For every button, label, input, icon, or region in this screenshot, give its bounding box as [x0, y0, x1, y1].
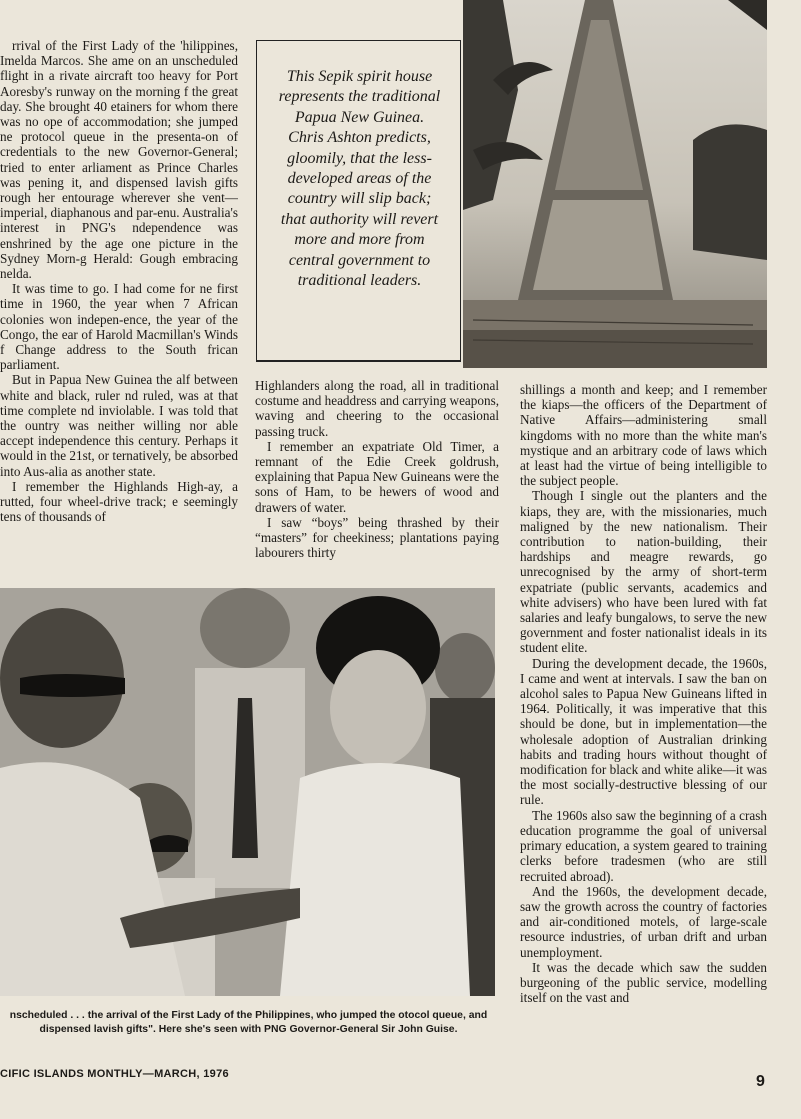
paragraph: The 1960s also saw the beginning of a crash education programme the goal of universal primary education, a system geared to training clerks before tradesmen (who are still recruited abroad).	[520, 807, 767, 884]
paragraph: I remember the Highlands High-ay, a rutted, four wheel-drive track; e seemingly tens of thousands of	[0, 478, 238, 525]
article-column-3	[520, 382, 767, 1062]
paragraph: shillings a month and keep; and I remember the kiaps—the officers of the Department of Native Affairs—administering small kingdoms with no more than the white man's mystique and an arbitrary code of laws which at least had the virtue of being intelligible to the subject people.	[520, 382, 767, 489]
paragraph: Though I single out the planters and the kiaps, they are, with the missionaries, much maligned by the new nationalism. Their contribution to nation-building, their hardships and meagre rewards, go unrecognised by the army of short-term expatriate (public servants, academics and white advisers) who have been lured with fat salaries and leafy bungalows, to serve the new government and foster nationalist ideals in its student elite.	[520, 488, 767, 656]
paragraph: It was the decade which saw the sudden burgeoning of the public service, modelling itself on the vast and	[520, 959, 767, 1006]
article-column-2	[255, 378, 499, 586]
photo-caption: nscheduled . . . the arrival of the First Lady of the Philippines, who jumped the otocol queue, and dispensed lavish gifts". Here she's seen with PNG Governor-General Sir John Guise.	[9, 1010, 488, 1036]
article-column-1	[0, 38, 238, 583]
paragraph: I remember an expatriate Old Timer, a remnant of the Edie Creek goldrush, explaining that Papua New Guineans were the sons of Ham, to be hewers of wood and drawers of water.	[255, 438, 499, 515]
paragraph: I saw “boys” being thrashed by their “masters” for cheekiness; plantations paying labourers thirty	[255, 514, 499, 561]
paragraph: It was time to go. I had come for ne first time in 1960, the year when 7 African colonies won indepen-ence, the year of the Congo, the ear of Harold Macmillan's Winds f Change address to the South frican parliament.	[0, 281, 238, 373]
marcos-guise-photo	[0, 588, 495, 996]
pull-quote-text: This Sepik spirit house represents the traditional Papua New Guinea. Chris Ashton predicts, gloomily, that the less-developed areas of the country will slip back; that authority will revert more and more from central government to traditional leaders.	[278, 68, 441, 290]
paragraph: During the development decade, the 1960s, I came and went at intervals. I saw the ban on alcohol sales to Papua New Guineans lifted in 1964. Politically, it was imperative that this should be done, but in implementation—the wholesale adoption of Australian drinking habits and trading hours without thought of modification for black and white alike—it was the most socially-destructive blessing of our rule.	[520, 655, 767, 808]
paragraph: Highlanders along the road, all in traditional costume and headdress and carrying weapons, waving and cheering to the occasional passing truck.	[255, 378, 499, 439]
pull-quote-box	[256, 40, 461, 362]
page-number: 9	[756, 1073, 765, 1090]
paragraph: And the 1960s, the development decade, saw the growth across the country of factories and air-conditioned motels, of large-scale resource industries, of urban drift and urban unemployment.	[520, 883, 767, 960]
paragraph: But in Papua New Guinea the alf between white and black, ruler nd ruled, was at that time complete nd inviolable. I was told that the ountry was neither willing nor able accept independence this century. Perhaps it would in the 21st, or ternatively, be absorbed into Aus-alia as another state.	[0, 372, 238, 479]
publication-footer: CIFIC ISLANDS MONTHLY—MARCH, 1976	[0, 1068, 229, 1080]
spirit-house-photo	[463, 0, 767, 368]
paragraph: rrival of the First Lady of the 'hilippines, Imelda Marcos. She ame on an unscheduled flight in a rivate aircraft too heavy for Port Aoresby's runway on the morning f the great day. She brought 40 etainers for whom there was no ope of accommodation; she jumped ne protocol queue in the presenta-on of credentials to the new Governor-General; tried to enter arliament as Prince Charles was pening it, and dispensed lavish gifts rough her entourage wherever she vent—imperial, diaphanous and par-enu. Australia's interest in PNG's ndependence was enshrined by the age one picture in the Sydney Morn-g Herald: Gough embracing nelda.	[0, 38, 238, 282]
